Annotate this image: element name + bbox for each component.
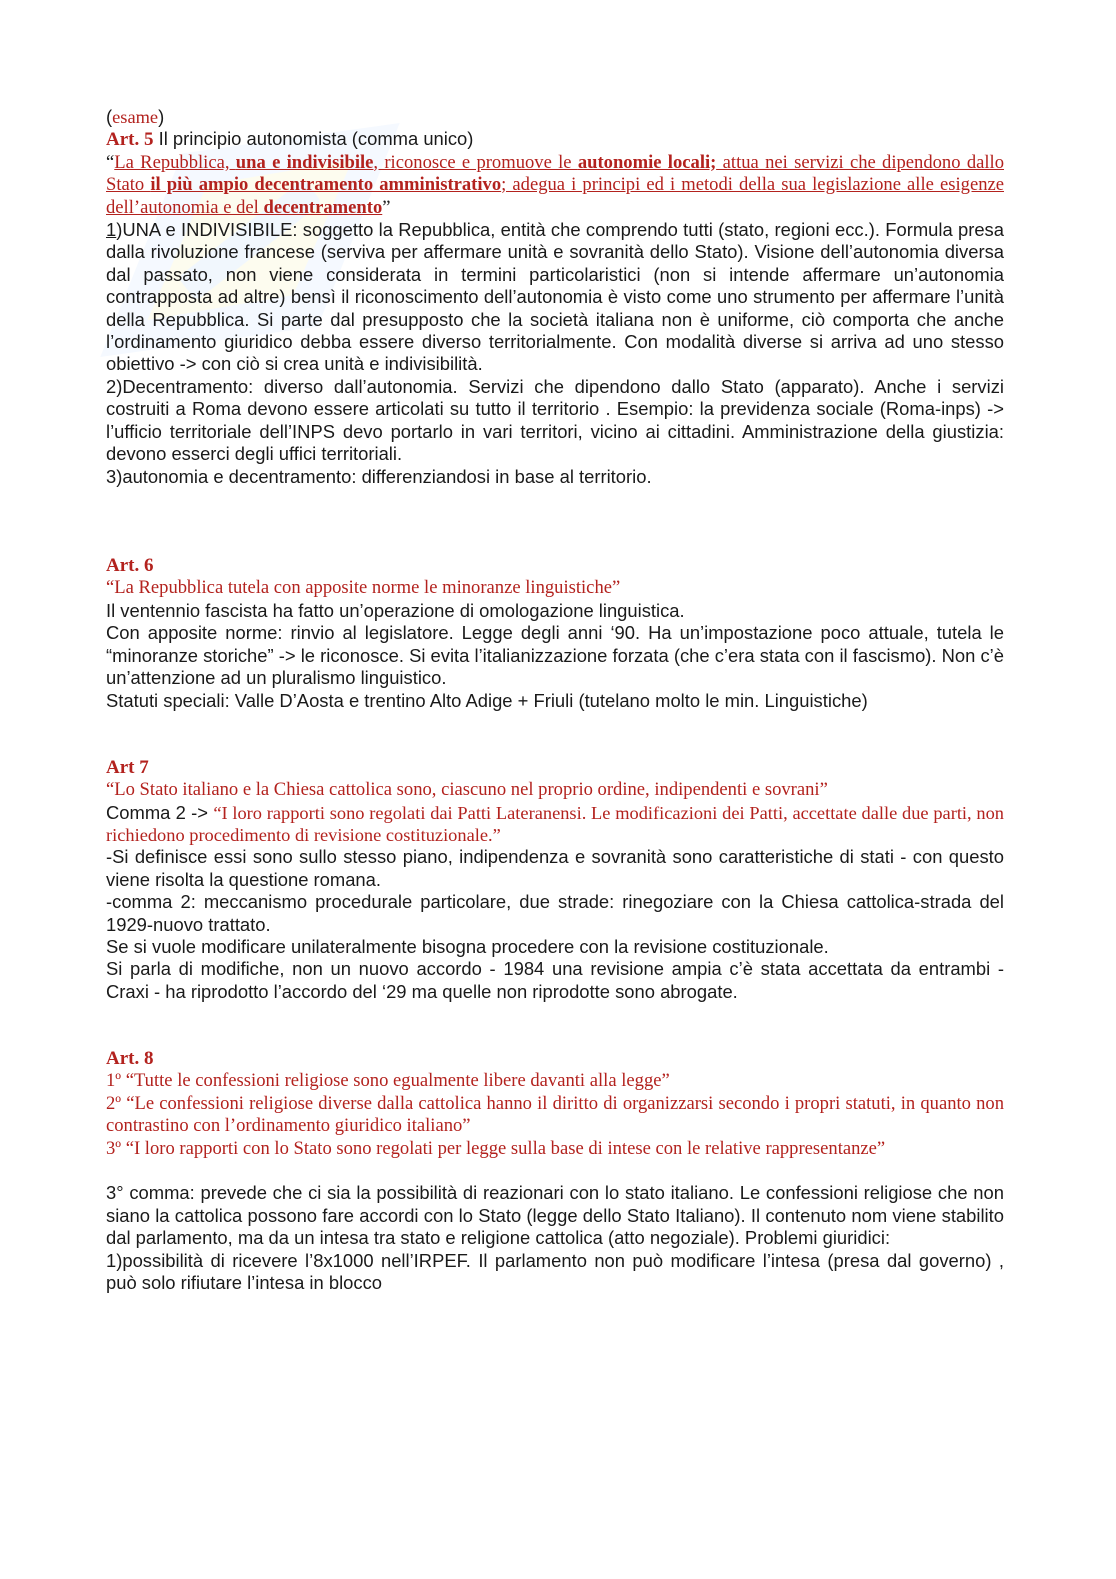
art6-quote: “La Repubblica tutela con apposite norme le minoranze linguistiche” — [106, 577, 621, 599]
art8-paragraph-2: 1)possibilità di ricevere l’8x1000 nell’IRPEF. Il parlamento non può modificare l’intesa (presa dal governo) , può solo rifiutare l’intesa in blocco — [106, 1249, 1004, 1293]
art8-heading: Art. 8 — [106, 1047, 154, 1069]
art5-p1-text: )UNA e INDIVISIBILE: soggetto la Repubblica, entità che comprendo tutti (stato, regioni ecc.). Formula presa dalla rivoluzione francese (serviva per affermare unità e sovranità dello Stato). Visione dell’autonomia diversa dal passato, non viene considerata in termini particolaristici (non si intende affermare un’autonomia contrapposta ad altre) bensì il riconoscimento dell’autonomia è visto come uno strumento per affermare l’unità della Repubblica. Si parte dal presupposto che la società italiana non è uniforme, ciò comporta che anche l’ordinamento giuridico debba essere diverso territorialmente. Con modalità diverse si arriva ad uno stesso obiettivo -> con ciò si crea unità e indivisibilità. — [106, 219, 1004, 375]
art5-quote-bold: decentramento — [263, 196, 383, 218]
art5-heading-line — [106, 128, 1004, 151]
art5-quote: “La Repubblica, una e indivisibile, riconosce e promuove le autonomie locali; attua nei servizi che dipendono dallo Stato il più ampio decentramento amministrativo; adegua i principi ed i metodi della sua legislazione alle esigenze dell’autonomia e del decentramento” — [106, 151, 1005, 218]
art5-quote-bold: il più ampio decentramento amministrativo — [150, 174, 502, 196]
art5-quote-part: attua nei servizi che dipendono dallo Stato — [106, 151, 1005, 196]
art7-comma2-quote: “I loro rapporti sono regolati dai Patti Lateranensi. Le modificazioni dei Patti, accettate dalle due parti, non richiedono procedimento di revisione costituzionale.” — [106, 802, 1004, 845]
art7-paragraph-4: Si parla di modifiche, non un nuovo accordo - 1984 una revisione ampia c’è stata accettata da entrambi - Craxi - ha riprodotto l’accordo del ‘29 ma quelle non riprodotte sono abrogate. — [106, 958, 1004, 1002]
art5-paragraph-1 — [106, 219, 1004, 376]
art6-heading: Art. 6 — [106, 555, 154, 577]
art5-quote-part: La Repubblica, — [114, 151, 236, 173]
art7-paragraph-2: -comma 2: meccanismo procedurale particolare, due strade: rinegoziare con la Chiesa cattolica-strada del 1929-nuovo trattato. — [106, 891, 1004, 935]
art5-esame-line: (esame) — [106, 106, 165, 127]
art6-paragraph-2: Con apposite norme: rinvio al legislatore. Legge degli anni ‘90. Ha un’impostazione poco attuale, tutela le “minoranze storiche” -> le riconosce. Si evita l’italianizzazione forzata (che c’era stata con il fascismo). Non c’è un’attenzione ad un pluralismo linguistico. — [106, 622, 1004, 689]
art5-title: Il principio autonomista (comma unico) — [153, 128, 474, 150]
art7-comma2 — [106, 802, 1004, 847]
art5-paragraph-2: 2)Decentramento: diverso dall’autonomia. Servizi che dipendono dallo Stato (apparato). Anche i servizi costruiti a Roma devono essere articolati su tutto il territorio . Esempio: la previdenza sociale (Roma-inps) -> l’ufficio territoriale dell’INPS devo portarlo in vari territori, vicino ai cittadini. Amministrazione della giustizia: devono esserci degli uffici territoriali. — [106, 375, 1004, 465]
art8-comma-3: 3º “I loro rapporti con lo Stato sono regolati per legge sulla base di intese con le relative rappresentanze” — [106, 1137, 886, 1159]
art7-paragraph-1: -Si definisce essi sono sullo stesso piano, indipendenza e sovranità sono caratteristiche di stati - con questo viene risolta la questione romana. — [106, 846, 1004, 890]
art8-paragraph-1: 3° comma: prevede che ci sia la possibilità di reazionari con lo stato italiano. Le confessioni religiose che non siano la cattolica possono fare accordi con lo Stato (legge dello Stato Italiano). Il contenuto nom viene stabilito dal parlamento, ma da un intesa tra stato e religione cattolica (atto negoziale). Problemi giuridici: — [106, 1182, 1004, 1249]
art5-quote-bold: autonomie locali; — [577, 151, 717, 173]
art8-comma-2: 2º “Le confessioni religiose diverse dalla cattolica hanno il diritto di organizzarsi secondo i propri statuti, in quanto non contrastino con l’ordinamento giuridico italiano” — [106, 1092, 1004, 1137]
art5-quote-part: , riconosce e promuove le — [373, 151, 578, 173]
art7-quote: “Lo Stato italiano e la Chiesa cattolica sono, ciascuno nel proprio ordine, indipendenti e sovrani” — [106, 779, 828, 801]
art7-heading: Art 7 — [106, 756, 149, 778]
art7-paragraph-3: Se si vuole modificare unilateralmente bisogna procedere con la revisione costituzionale. — [106, 935, 829, 957]
art5-quote-part: ; adegua i principi ed i metodi della sua legislazione alle esigenze dell’autonomia e del — [106, 174, 1004, 218]
art5-quote-bold: una e indivisibile — [235, 151, 374, 173]
art5-paragraph-3: 3)autonomia e decentramento: differenziandosi in base al territorio. — [106, 465, 652, 487]
art5-heading: Art. 5 — [106, 129, 154, 151]
art8-comma-1: 1º “Tutte le confessioni religiose sono egualmente libere davanti alla legge” — [106, 1070, 670, 1092]
art6-paragraph-1: Il ventennio fascista ha fatto un’operazione di omologazione linguistica. — [106, 599, 685, 621]
art6-paragraph-3: Statuti speciali: Valle D’Aosta e trentino Alto Adige + Friuli (tutelano molto le min. Linguistiche) — [106, 689, 868, 711]
art5-p1-number: 1 — [106, 219, 117, 241]
art7-comma2-lead: Comma 2 -> — [106, 801, 214, 823]
esame-note: esame — [112, 107, 159, 127]
document-body — [106, 106, 1004, 1294]
